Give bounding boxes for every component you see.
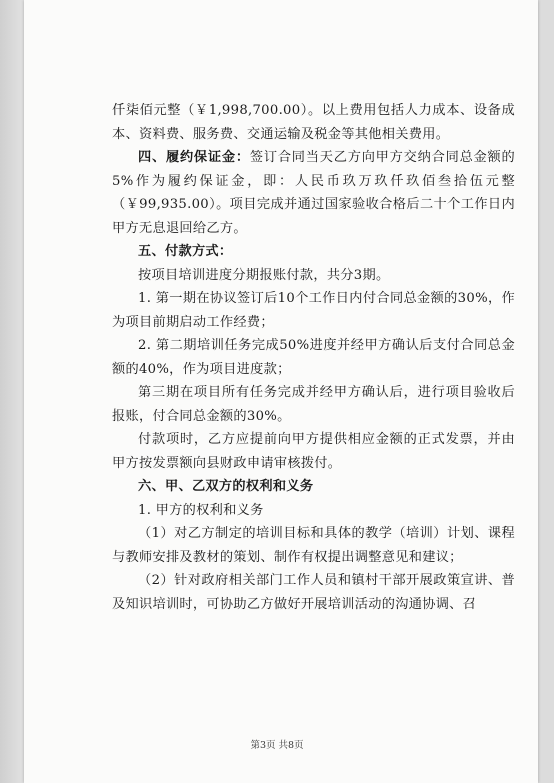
paragraph-first-installment: 1. 第一期在协议签订后10个工作日内付合同总金额的30%，作为项目前期启动工作经费； xyxy=(112,291,515,330)
paragraph-second-installment: 2. 第二期培训任务完成50%进度并经甲方确认后支付合同总金额的40%，作为项目进度款； xyxy=(112,338,515,377)
paragraph-invoice: 付款项时，乙方应提前向甲方提供相应金额的正式发票，并由甲方按发票额向县财政申请审核拨付。 xyxy=(112,432,515,471)
page-number: 第3页 共8页 xyxy=(250,740,304,751)
page-edge xyxy=(0,0,24,783)
paragraph-item-1: （1）对乙方制定的培训目标和具体的教学（培训）计划、课程与教师安排及教材的策划、制作有权提出调整意见和建议； xyxy=(112,526,515,565)
heading-performance-bond: 四、履约保证金： xyxy=(138,150,250,165)
paragraph-installments: 按项目培训进度分期报账付款，共分3期。 xyxy=(138,267,390,283)
paragraph-party-a-rights: 1. 甲方的权利和义务 xyxy=(138,502,264,518)
performance-bond-text: 签订合同当天乙方向甲方交纳合同总金额的5%作为履约保证金，即：人民币玖万玖仟玖佰叁拾伍元整（￥99,935.00）。项目完成并通过国家验收合格后二十个工作日内甲方无息退回给乙方。 xyxy=(112,150,516,236)
paragraph-cost-continued: 仟柒佰元整（￥1,998,700.00）。以上费用包括人力成本、设备成本、资料费、服务费、交通运输及税金等其他相关费用。 xyxy=(112,103,515,142)
paragraph-item-2: （2）针对政府相关部门工作人员和镇村干部开展政策宣讲、普及知识培训时，可协助乙方做好开展培训活动的沟通协调、召 xyxy=(112,573,515,612)
paragraph-performance-bond xyxy=(112,146,515,240)
heading-payment-method: 五、付款方式： xyxy=(138,244,233,259)
paragraph-payment-heading xyxy=(112,240,515,264)
document-body xyxy=(112,99,515,616)
paragraph-third-installment: 第三期在项目所有任务完成并经甲方确认后，进行项目验收后报账，付合同总金额的30%。 xyxy=(112,385,515,424)
heading-rights-obligations: 六、甲、乙双方的权利和义务 xyxy=(138,479,314,494)
paragraph-rights-heading xyxy=(112,475,515,499)
